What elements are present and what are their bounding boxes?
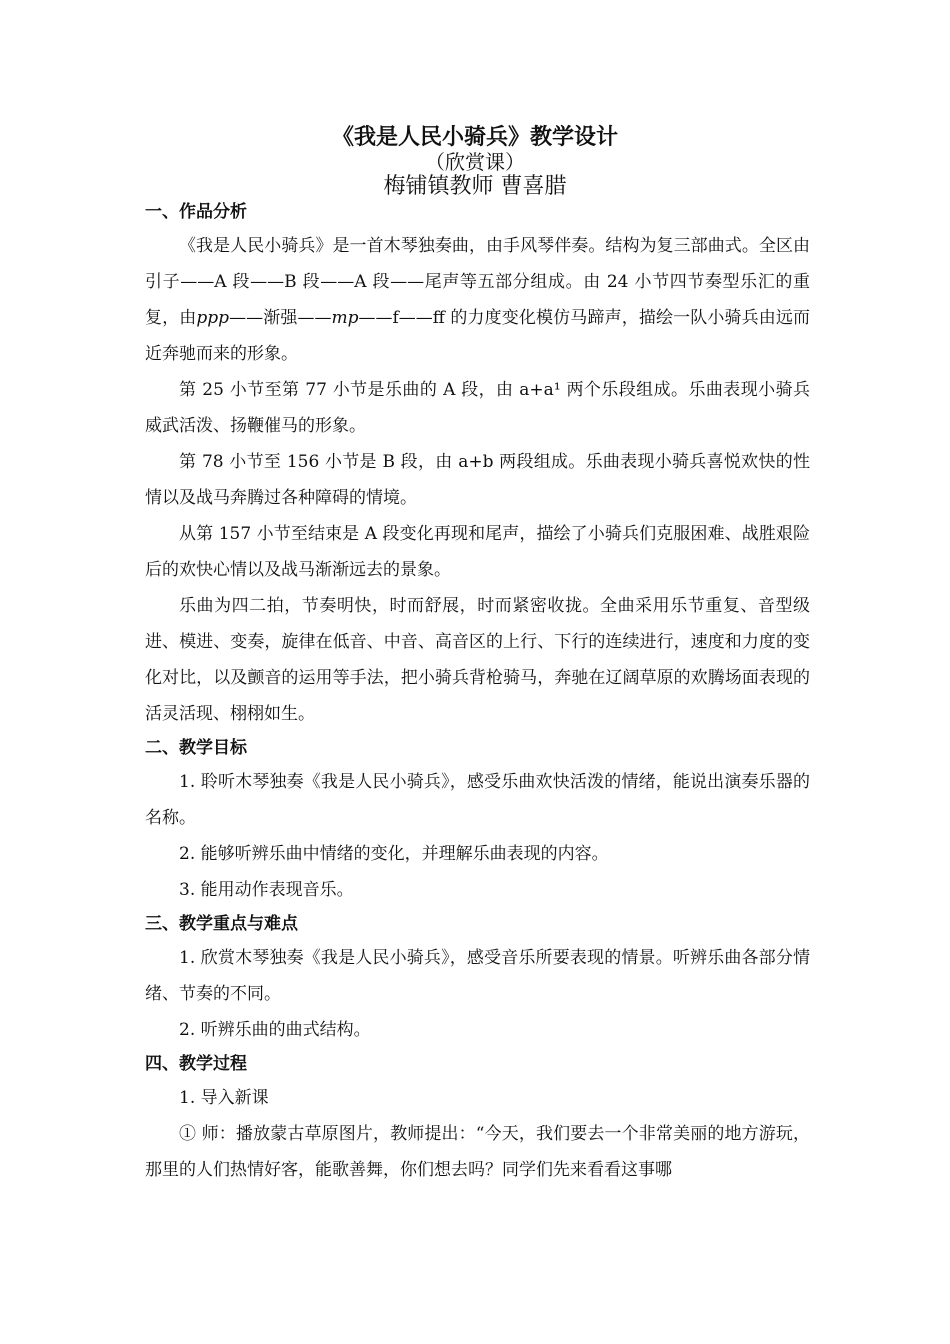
paragraph-section-b: 第 78 小节至 156 小节是 B 段，由 a+b 两段组成。乐曲表现小骑兵喜悦欢快的性情以及战马奔腾过各种障碍的情境。	[145, 452, 810, 508]
paragraph-reprise: 从第 157 小节至结束是 A 段变化再现和尾声，描绘了小骑兵们克服困难、战胜艰险后的欢快心情以及战马渐渐远去的景象。	[145, 524, 810, 580]
process-item: 1. 导入新课	[179, 1088, 269, 1108]
paragraph-section-a: 第 25 小节至第 77 小节是乐曲的 A 段，由 a+a¹ 两个乐段组成。乐曲表现小骑兵威武活泼、扬鞭催马的形象。	[145, 380, 810, 436]
section-heading-goals: 二、教学目标	[145, 738, 247, 758]
paragraph-rhythm: 乐曲为四二拍，节奏明快，时而舒展，时而紧密收拢。全曲采用乐节重复、音型级进、模进、变奏，旋律在低音、中音、高音区的上行、下行的连续进行，速度和力度的变化对比，以及颤音的运用等手法，把小骑兵背枪骑马，奔驰在辽阔草原的欢腾场面表现的活灵活现、栩栩如生。	[145, 596, 810, 724]
paragraph-structure-part-a: 《我是人民小骑兵》是一首木琴独奏曲，由手风琴伴奏。结构为复三部曲式。全区由引子——A 段——B 段——A 段——尾声等五部分组成。由 24 小节四节奏型乐汇的重复，由	[145, 236, 810, 328]
section-heading-process: 四、教学过程	[145, 1054, 247, 1074]
section-heading-key-points: 三、教学重点与难点	[145, 914, 298, 934]
dynamic-ppp: ppp	[196, 308, 230, 328]
goal-item: 3. 能用动作表现音乐。	[179, 880, 354, 900]
key-point-item: 1. 欣赏木琴独奏《我是人民小骑兵》，感受音乐所要表现的情景。听辨乐曲各部分情绪、节奏的不同。	[145, 948, 810, 1004]
doc-subtitle: （欣赏课）	[425, 150, 525, 174]
paragraph-structure	[145, 228, 810, 372]
paragraph-structure-part-b: ——渐强——	[229, 308, 332, 328]
doc-author: 梅铺镇教师 曹喜腊	[383, 174, 567, 199]
doc-body	[145, 196, 810, 1188]
key-point-item: 2. 听辨乐曲的曲式结构。	[179, 1020, 371, 1040]
goal-item: 2. 能够听辨乐曲中情绪的变化，并理解乐曲表现的内容。	[179, 844, 609, 864]
paragraph-structure-part-c: ——f——ff 的力度变化模仿马蹄声，描绘一队小骑兵由远而近奔驰而来的形象。	[145, 308, 811, 364]
section-heading-analysis: 一、作品分析	[145, 202, 247, 222]
doc-title: 《我是人民小骑兵》教学设计	[331, 124, 618, 150]
dynamic-mp: mp	[331, 308, 359, 328]
goal-item: 1. 聆听木琴独奏《我是人民小骑兵》，感受乐曲欢快活泼的情绪，能说出演奏乐器的名称。	[145, 772, 810, 828]
process-item: ① 师：播放蒙古草原图片，教师提出：“今天，我们要去一个非常美丽的地方游玩，那里的人们热情好客，能歌善舞，你们想去吗？同学们先来看看这事哪	[145, 1124, 810, 1180]
